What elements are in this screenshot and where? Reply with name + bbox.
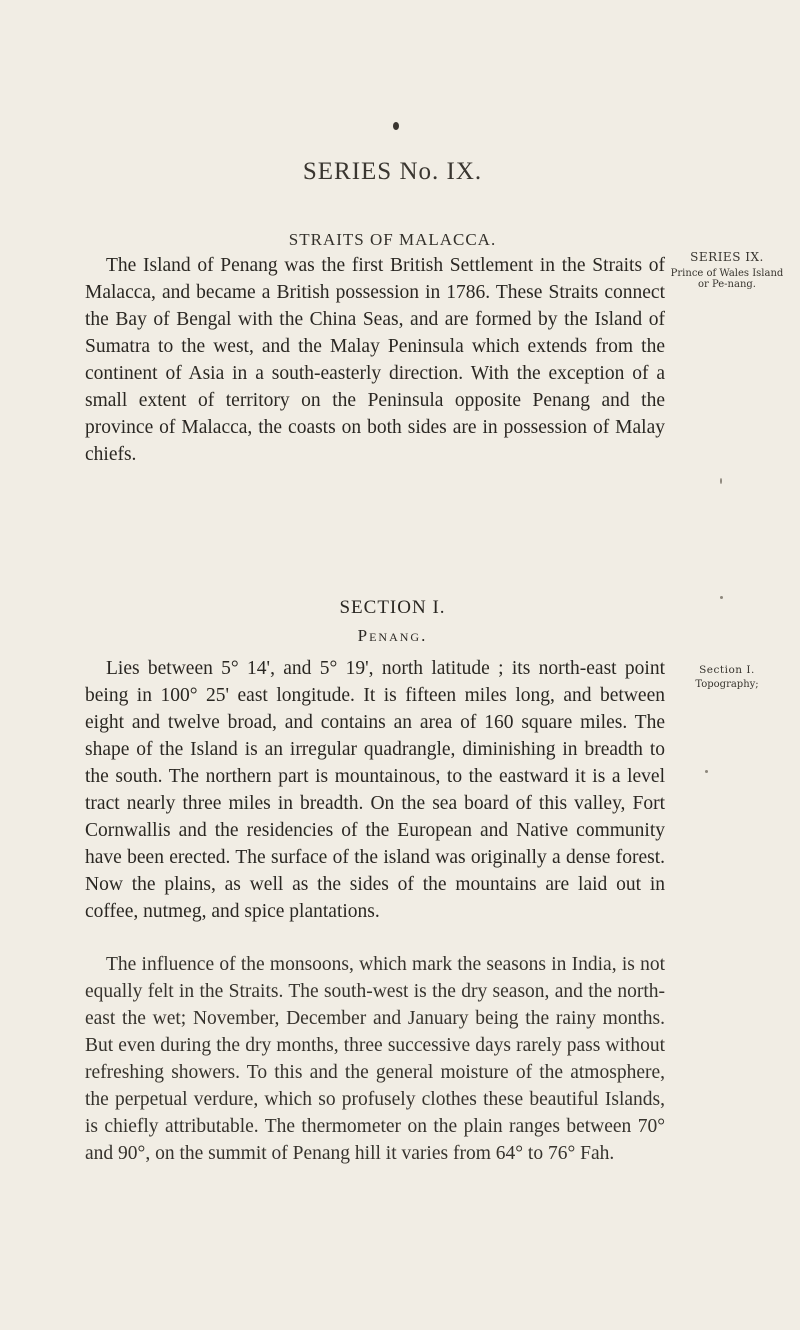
climate-paragraph: The influence of the monsoons, which mark the seasons in India, is not equally felt in the Straits. The south-west is the dry season, and the north-east the wet; November, December and January being the rainy months. But even during the dry months, three successive days rarely pass without refreshing showers. To this and the general moisture of the atmosphere, the perpetual verdure, which so profusely clothes these beautiful Islands, is chiefly attributable. The thermometer on the plain ranges between 70° and 90°, on the summit of Penang hill it varies from 64° to 76° Fah.: [85, 954, 665, 1164]
intro-paragraph: The Island of Penang was the first British Settlement in the Straits of Malacca, and became a British possession in 1786. These Straits connect the Bay of Bengal with the China Seas, and are formed by the Island of Sumatra to the west, and the Malay Peninsula which extends from the continent of Asia in a south-easterly direction. With the exception of a small extent of territory on the Peninsula opposite Penang and the province of Malacca, the coasts on both sides are in possession of Malay chiefs.: [85, 255, 665, 465]
margin-note-topography: Topography;: [695, 679, 759, 690]
straits-heading: STRAITS OF MALACCA.: [288, 230, 497, 249]
penang-heading: Penang.: [357, 626, 428, 645]
section-heading: SECTION I.: [339, 597, 446, 618]
margin-note-section: Section I.: [699, 664, 755, 676]
scan-speck: [705, 770, 708, 773]
ink-spot: [393, 122, 399, 130]
margin-note-series: SERIES IX.: [690, 250, 764, 264]
margin-note-prince-of-wales: Prince of Wales Island or Pe-nang.: [670, 268, 784, 290]
scan-speck: [720, 596, 723, 599]
scan-speck: [720, 478, 722, 484]
series-heading: SERIES No. IX.: [302, 158, 483, 185]
topography-paragraph: Lies between 5° 14', and 5° 19', north latitude ; its north-east point being in 100° 25' east longitude. It is fifteen miles long, and between eight and twelve broad, and contains an area of 160 square miles. The shape of the Island is an irregular quadrangle, diminishing in breadth to the south. The northern part is mountainous, to the eastward it is a level tract nearly three miles in breadth. On the sea board of this valley, Fort Cornwallis and the residencies of the European and Native community have been erected. The surface of the island was originally a dense forest. Now the plains, as well as the sides of the mountains are laid out in coffee, nutmeg, and spice plantations.: [85, 658, 665, 922]
